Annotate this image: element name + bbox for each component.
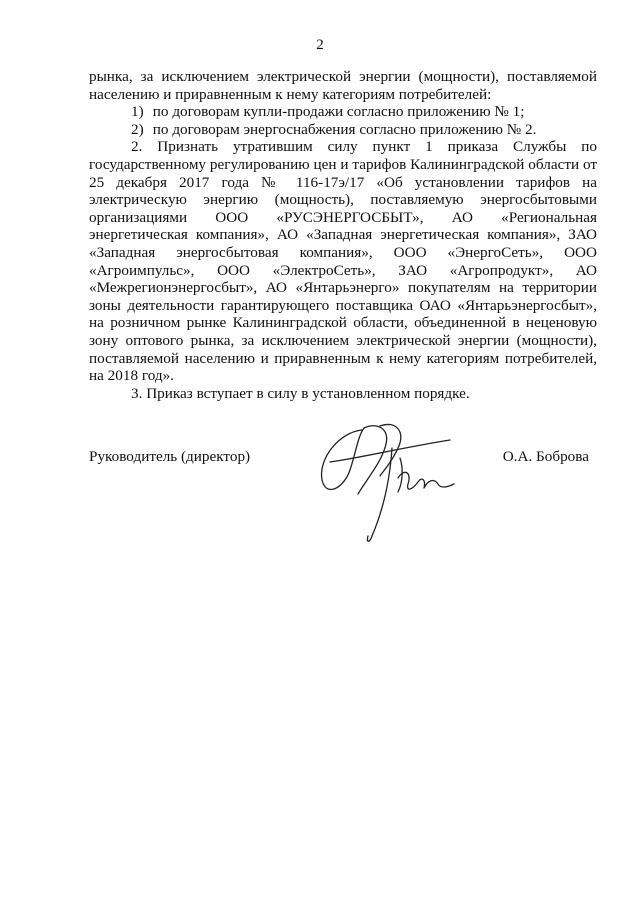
list-item-1: [89, 103, 597, 121]
paragraph-item-2: 2. Признать утратившим силу пункт 1 приказа Службы по государственному регулированию цен и тарифов Калининградской области от 25 декабря 2017 года № 116-17э/17 «Об установлении тарифов на электрическую энергию (мощность), поставляемую энергосбытовыми организациями ООО «РУСЭНЕРГОСБЫТ», АО «Региональная энергетическая компания», АО «Западная энергетическая компания», ЗАО «Западная энергосбытовая компания», ООО «ЭнергоСеть», ООО «Агроимпульс», ООО «ЭлектроСеть», ЗАО «Агропродукт», АО «Межрегионэнергосбыт», АО «Янтарьэнерго» покупателям на территории зоны деятельности гарантирующего поставщика ОАО «Янтарьэнергосбыт», на розничном рынке Калининградской области, объединенной в неценовую зону оптового рынка, за исключением электрической энергии (мощности), поставляемой населению и приравненным к нему категориям потребителей, на 2018 год».: [89, 138, 597, 385]
paragraph-item-3: 3. Приказ вступает в силу в установленном порядке.: [131, 384, 470, 402]
list-item-text: по договорам энергоснабжения согласно приложению № 2.: [152, 120, 537, 138]
list-item-number: 1): [131, 103, 144, 121]
handwritten-signature: [300, 418, 470, 548]
signatory-role: Руководитель (директор): [89, 448, 251, 465]
page-number: 2: [316, 37, 324, 53]
signatory-name: О.А. Боброва: [502, 448, 589, 465]
intro-paragraph: рынка, за исключением электрической энергии (мощности), поставляемой населению и приравненным к нему категориям потребителей:: [89, 68, 597, 103]
list-item-number: 2): [131, 120, 144, 138]
list-item-text: по договорам купли-продажи согласно приложению № 1;: [152, 103, 525, 121]
document-body: [89, 68, 597, 402]
list-item-2: [89, 121, 597, 139]
